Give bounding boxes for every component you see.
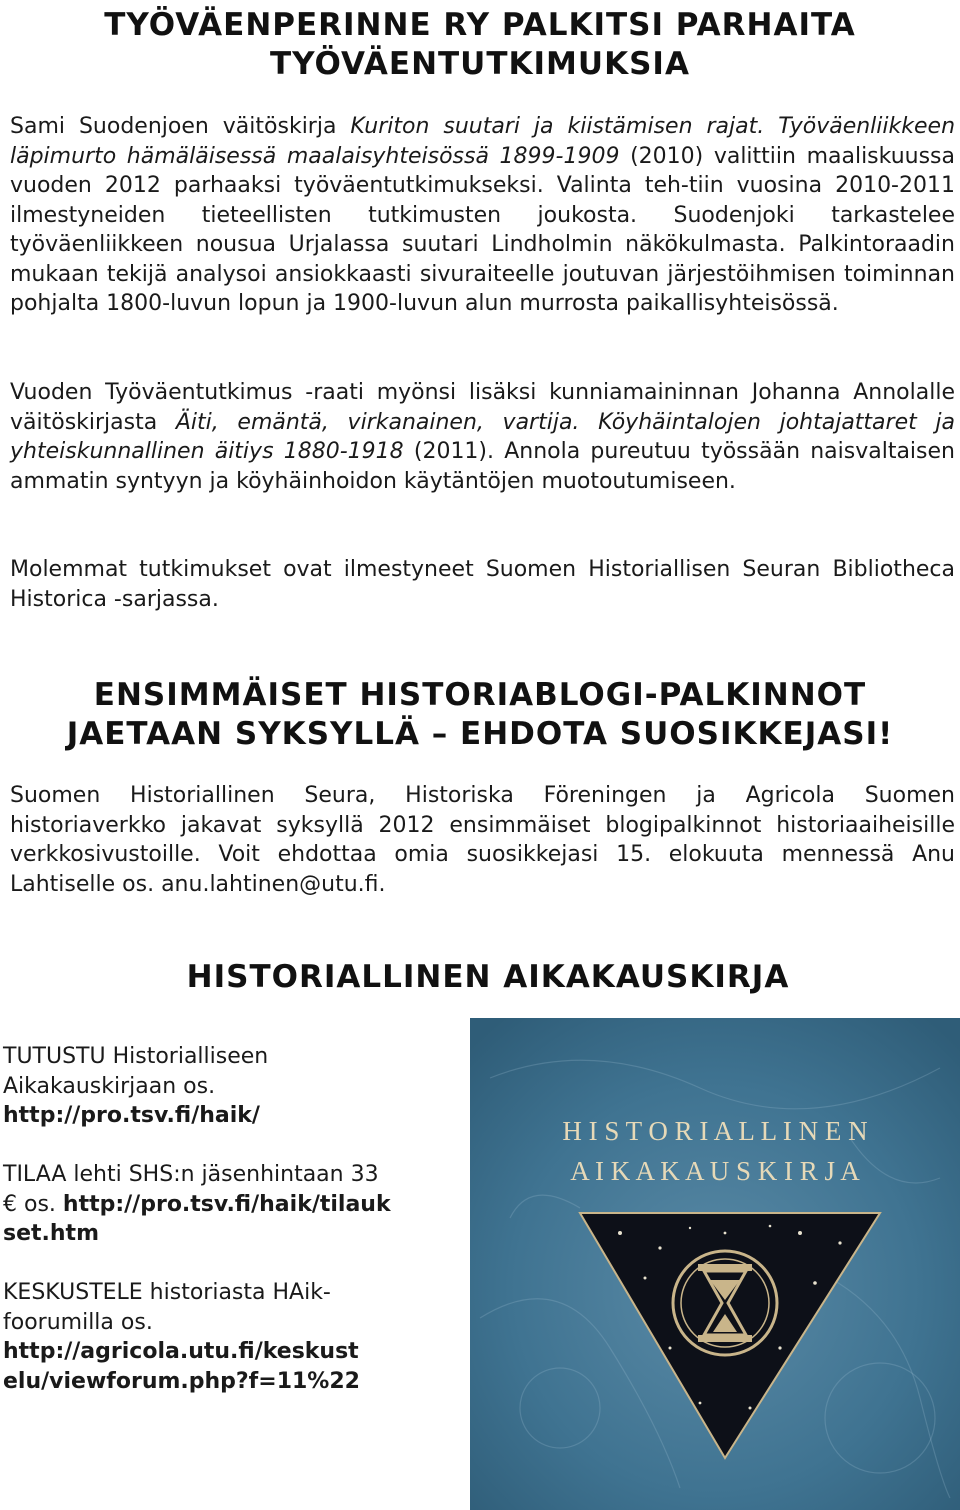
item-tutustu [3,1042,323,1131]
paragraph-annola [10,378,955,496]
p2-text-a: Vuoden Työväentutkimus -raati myönsi lisäksi kunniamaininnan Johanna Annolalle väitöskirjasta [10,380,955,435]
item1-text: TUTUSTU Historialliseen Aikakauskirjaan os. [3,1044,269,1099]
paragraph-blogipalkinnot: Suomen Historiallinen Seura, Historiska Föreningen ja Agricola Suomen historiaverkko jakavat syksyllä 2012 ensimmäiset blogipalkinnot historiaaiheisille verkkosivustoille. Voit ehdottaa omia suosikkejasi 15. elokuuta mennessä Anu Lahtiselle os. anu.lahtinen@utu.fi. [10,783,955,897]
p1-text-c: (2010) valittiin maaliskuussa vuoden 2012 parhaaksi työväentutkimukseksi. Valinta teh-tiin vuosina 2010-2011 ilmestyneiden tieteellisten tutkimusten joukosta. Suodenjoki tarkastelee työväenliikkeen nousua Urjalassa suutari Lindholmin näkökulmasta. Palkintoraadin mukaan tekijä analysoi ansiokkaasti sivuraiteelle joutuvan järjestöihmisen toiminnan pohjalta 1800-luvun lopun ja 1900-luvun alun murrosta paikallisyhteisössä. [10,143,956,316]
paragraph-suodenjoki [10,112,955,319]
p2-title-italic: Äiti, emäntä, virkanainen, vartija. Köyhäintalojen johtajattaret ja yhteiskunnallinen äitiys 1880-1918 [10,409,955,464]
item2-text: TILAA lehti SHS:n jäsenhintaan 33 € os. [3,1162,379,1217]
p1-title-italic: Kuriton suutari ja kiistämisen rajat. Työväenliikkeen läpimurto hämäläisessä maalaisyhteisössä 1899-1909 [10,114,956,169]
item-keskustele [3,1278,383,1396]
p2-text-c: (2011). Annola pureutuu työssään naisvaltaisen ammatin syntyyn ja köyhäinhoidon käytäntöjen muotoutumiseen. [10,439,955,494]
item1-link[interactable]: http://pro.tsv.fi/haik/ [3,1103,260,1128]
cover-title-line1: H I S T O R I A L L I N E N [562,1116,868,1146]
heading-palkitsi-line2: TYÖVÄENTUTKIMUKSIA [270,46,690,82]
item3-text: KESKUSTELE historiasta HAik-foorumilla os. [3,1280,331,1335]
heading-historiablogi-line1: ENSIMMÄISET HISTORIABLOGI-PALKINNOT [93,677,867,713]
paragraph-molemmat: Molemmat tutkimukset ovat ilmestyneet Suomen Historiallisen Seuran Bibliotheca Historica -sarjassa. [10,557,955,612]
item3-link[interactable]: http://agricola.utu.fi/keskustelu/viewforum.php?f=11%22 [3,1339,360,1394]
heading-historiablogi-line2: JAETAAN SYKSYLLÄ – EHDOTA SUOSIKKEJASI! [66,716,894,752]
item-tilaa [3,1160,398,1249]
heading-palkitsi-line1: TYÖVÄENPERINNE RY PALKITSI PARHAITA [104,7,856,43]
cover-title-line2: A I K A K A U S K I R J A [570,1156,860,1186]
heading-aikakauskirja: HISTORIALLINEN AIKAKAUSKIRJA [186,959,790,995]
item2-link[interactable]: http://pro.tsv.fi/haik/tilaukset.htm [3,1191,391,1246]
p1-text-a: Sami Suodenjoen väitöskirja [10,114,351,139]
magazine-cover-image [470,1018,960,1510]
